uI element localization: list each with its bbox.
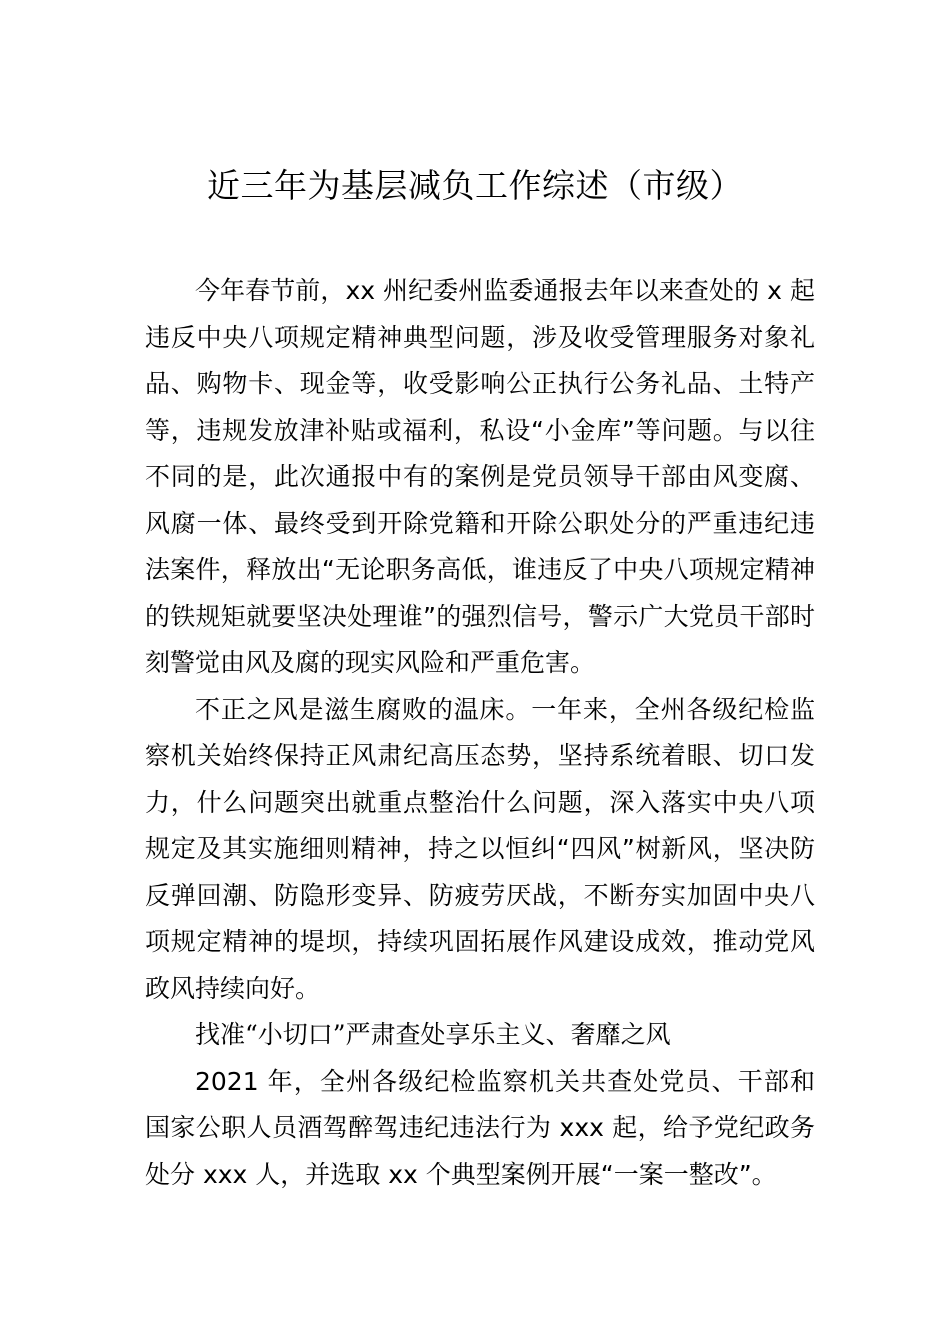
paragraph-style: 不正之风是滋生腐败的温床。一年来，全州各级纪检监察机关始终保持正风肃纪高压态势，坚持系统着眼、切口发力，什么问题突出就重点整治什么问题，深入落实中央八项规定及其实施细则精神，持之以恒纠“四风”树新风，坚决防反弹回潮、防隐形变异、防疲劳厌战，不断夯实加固中央八项规定精神的堤坝，持续巩固拓展作风建设成效，推动党风政风持续向好。	[145, 694, 815, 1003]
paragraph-intro: 今年春节前，xx 州纪委州监委通报去年以来查处的 x 起违反中央八项规定精神典型问题，涉及收受管理服务对象礼品、购物卡、现金等，收受影响公正执行公务礼品、土特产等，违规发放津补贴或福利，私设“小金库”等问题。与以往不同的是，此次通报中有的案例是党员领导干部由风变腐、风腐一体、最终受到开除党籍和开除公职处分的严重违纪违法案件，释放出“无论职务高低，谁违反了中央八项规定精神的铁规矩就要坚决处理谁”的强烈信号，警示广大党员干部时刻警觉由风及腐的现实风险和严重危害。	[145, 276, 815, 677]
section-heading: 找准“小切口”严肃查处享乐主义、奢靡之风	[195, 1020, 671, 1049]
document-title: 近三年为基层减负工作综述（市级）	[207, 166, 743, 205]
paragraph-2021: 2021 年，全州各级纪检监察机关共查处党员、干部和国家公职人员酒驾醉驾违纪违法行为 xxx 起，给予党纪政务处分 xxx 人，并选取 xx 个典型案例开展“一案一整改”。	[145, 1066, 815, 1189]
document-body	[145, 268, 815, 1198]
